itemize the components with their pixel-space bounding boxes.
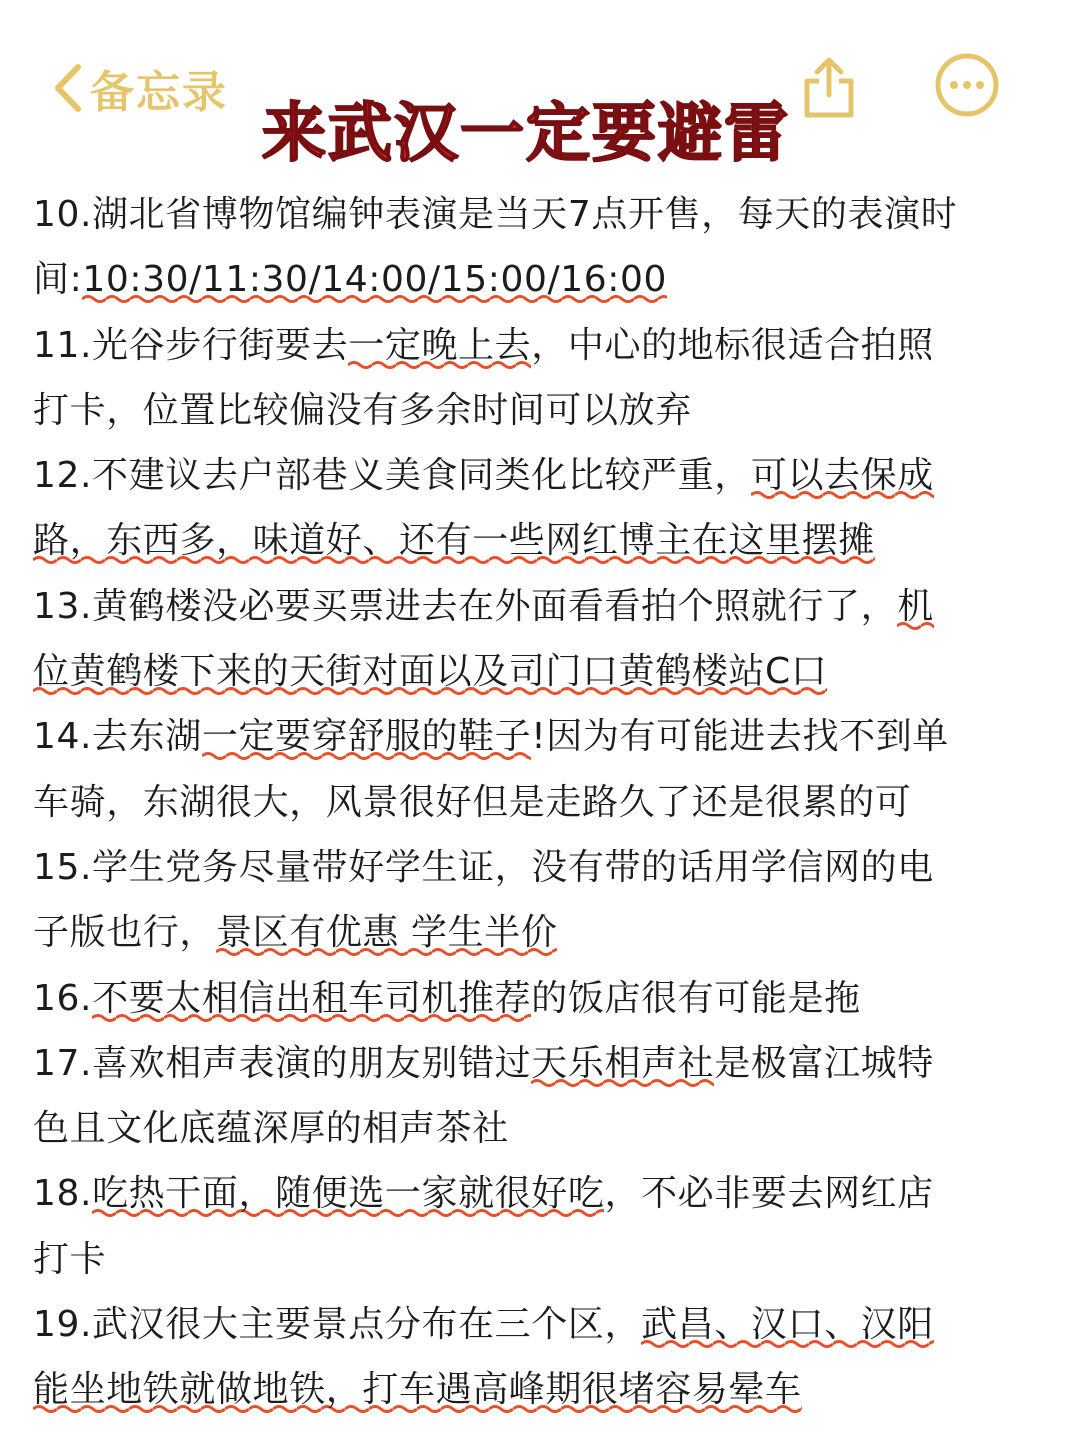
note-text: 18. [33,1173,93,1215]
page-title: 来武汉一定要避雷 [262,97,790,171]
note-line [33,1031,1053,1096]
note-text: 17.喜欢相声表演的朋友别错过 [33,1042,532,1084]
note-line [33,900,1053,965]
underlined-text: 武昌、汉口、汉阳 [641,1304,934,1349]
note-line [33,378,1053,443]
back-label: 备忘录 [90,67,228,118]
note-text: !因为有可能进去找不到单 [531,716,949,758]
underlined-text: 机 [897,586,934,631]
underlined-text: 天乐相声社 [531,1043,714,1088]
underlined-text: 一定要穿舒服的鞋子 [202,716,531,761]
back-button[interactable] [50,58,228,118]
underlined-text: 一定晚上去 [348,325,531,370]
note-text: 打卡 [33,1238,107,1280]
underlined-text: 景区有优惠 学生半价 [216,912,557,957]
nav-bar [0,0,1080,170]
note-text: 15.学生党务尽量带好学生证，没有带的话用学信网的电 [33,846,934,888]
note-text: 13.黄鹤楼没必要买票进去在外面看看拍个照就行了， [33,585,898,627]
note-text: 16. [33,977,93,1019]
note-text: 打卡，位置比较偏没有多余时间可以放弃 [33,389,692,431]
more-icon[interactable] [934,52,1000,118]
note-line [33,443,1053,508]
note-line [33,639,1053,704]
chevron-left-icon [50,63,84,113]
share-icon[interactable] [800,55,858,119]
note-line [33,835,1053,900]
note-line [33,508,1053,573]
note-line [33,966,1053,1031]
underlined-text: 可以去保成 [751,455,934,500]
note-text: 11.光谷步行街要去 [33,324,349,366]
note-line [33,1161,1053,1226]
note-body [33,182,1053,1423]
note-line [33,1292,1053,1357]
underlined-text: 能坐地铁就做地铁，打车遇高峰期很堵容易晕车 [33,1369,802,1414]
underlined-text: 位黄鹤楼下来的天街对面以及司门口黄鹤楼站C口 [33,651,827,696]
note-text: 19.武汉很大主要景点分布在三个区， [33,1304,642,1346]
note-text: 14.去东湖 [33,716,202,758]
underlined-text: 不要太相信出租车司机推荐 [92,978,531,1023]
note-text: 12.不建议去户部巷义美食同类化比较严重， [33,455,751,497]
note-line [33,574,1053,639]
note-text: 车骑，东湖很大，风景很好但是走路久了还是很累的可 [33,781,912,823]
note-line [33,182,1053,247]
note-line [33,770,1053,835]
note-line [33,1096,1053,1161]
note-line [33,1227,1053,1292]
note-line [33,1357,1053,1422]
note-text: ，不必非要去网红店 [604,1173,934,1215]
underlined-text: 10:30/11:30/14:00/15:00/16:00 [82,259,667,304]
note-text: 色且文化底蕴深厚的相声茶社 [33,1108,509,1150]
note-text: 是极富江城特 [714,1042,934,1084]
note-text: 子版也行， [33,912,217,954]
note-text: ，中心的地标很适合拍照 [531,324,934,366]
note-line [33,247,1053,312]
underlined-text: 路，东西多，味道好、还有一些网红博主在这里摆摊 [33,520,875,565]
note-text: 间: [33,259,83,301]
note-line [33,704,1053,769]
underlined-text: 吃热干面，随便选一家就很好吃 [92,1173,604,1218]
note-line [33,313,1053,378]
note-text: 10.湖北省博物馆编钟表演是当天7点开售，每天的表演时 [33,194,958,235]
note-text: 的饭店很有可能是拖 [531,977,861,1019]
